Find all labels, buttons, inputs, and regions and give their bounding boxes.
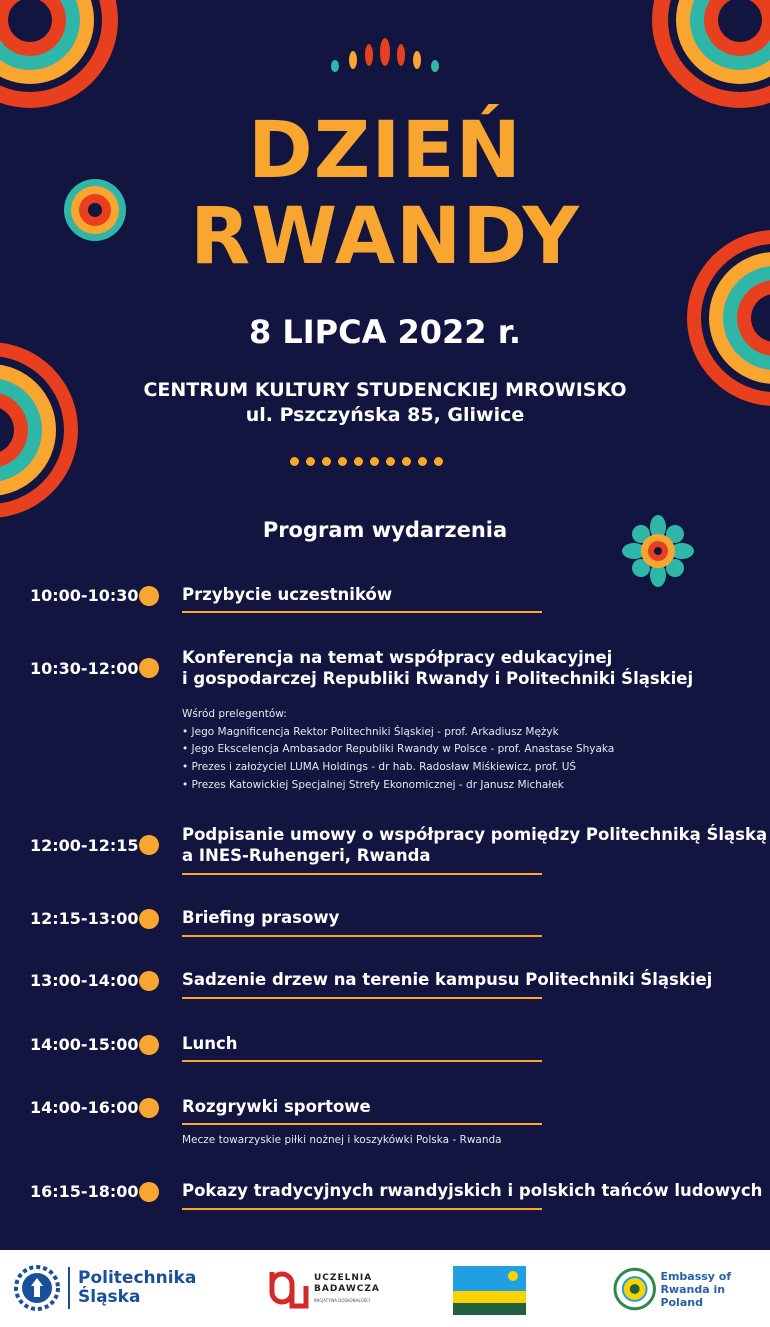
details-line: Wśród prelegentów: [182,708,287,720]
event-date: 8 LIPCA 2022 r. [248,313,522,351]
underline [182,873,542,875]
schedule-time: 14:00-15:00 [30,1035,139,1054]
schedule-title: a INES-Ruhengeri, Rwanda [182,846,431,865]
mandala-top-right-icon [650,0,770,110]
venue-name: CENTRUM KULTURY STUDENCKIEJ MROWISKO [143,379,627,401]
schedule-title: i gospodarczej Republiki Rwandy i Politechniki Śląskiej [182,669,694,688]
politechnika-logo [14,1265,196,1311]
mandala-left-icon [0,340,80,520]
uczelnia-badawcza-logo [266,1268,380,1310]
dots-divider [290,457,443,466]
schedule-title: Lunch [182,1034,238,1053]
mandala-top-left-icon [0,0,120,110]
embassy-logo [613,1267,770,1311]
schedule-time: 12:00-12:15 [30,836,139,855]
bullet-icon [139,1182,159,1202]
politechnika-name-1: Politechnika [78,1268,197,1288]
schedule-title: Sadzenie drzew na terenie kampusu Politechniki Śląskiej [182,970,713,989]
gear-eagle-icon [14,1265,60,1311]
embassy-line-2: Rwanda in Poland [660,1282,726,1309]
details-line: Mecze towarzyskie piłki nożnej i koszykówki Polska - Rwanda [182,1134,502,1146]
schedule-time: 12:15-13:00 [30,909,139,928]
details-line: • Jego Magnificencja Rektor Politechniki Śląskiej - prof. Arkadiusz Mężyk [182,726,559,738]
bullet-icon [139,586,159,606]
ub-mark-icon [266,1268,310,1310]
bullet-icon [139,1098,159,1118]
schedule-title: Konferencja na temat współpracy edukacyjnej [182,648,613,667]
bullet-icon [139,658,159,678]
uczelnia-line-1: UCZELNIA [314,1272,373,1283]
uczelnia-line-2: BADAWCZA [314,1283,380,1294]
schedule-title: Pokazy tradycyjnych rwandyjskich i polskich tańców ludowych [182,1181,763,1200]
underline [182,997,542,999]
underline [182,611,542,613]
venue [0,378,770,428]
schedule-time: 10:30-12:00 [30,659,139,678]
embassy-line-1: Embassy of [660,1269,732,1283]
bullet-icon [139,1035,159,1055]
crown-drops-icon [325,36,445,76]
uczelnia-small: INICJATYWA DOSKONAŁOŚCI [314,1297,371,1303]
rwanda-seal-icon [613,1267,656,1311]
underline [182,935,542,937]
schedule-time: 13:00-14:00 [30,971,139,990]
schedule-title: Rozgrywki sportowe [182,1097,371,1116]
schedule-time: 10:00-10:30 [30,586,139,605]
schedule-title: Briefing prasowy [182,908,340,927]
title-line-2: RWANDY [190,192,580,282]
politechnika-name-2: Śląska [78,1287,141,1307]
footer-logos [0,1250,770,1327]
title-line-1: DZIEŃ [248,106,522,196]
rwanda-flag-icon [453,1266,526,1315]
details-line: • Prezes Katowickiej Specjalnej Strefy Ekonomicznej - dr Janusz Michałek [182,779,564,791]
underline [182,1208,542,1210]
underline [182,1123,542,1125]
details-line: • Prezes i założyciel LUMA Holdings - dr hab. Radosław Miśkiewicz, prof. UŚ [182,761,577,773]
schedule-title: Przybycie uczestników [182,585,393,604]
bullet-icon [139,835,159,855]
schedule-time: 14:00-16:00 [30,1098,139,1117]
program-heading: Program wydarzenia [262,518,508,542]
bullet-icon [139,909,159,929]
schedule-time: 16:15-18:00 [30,1182,139,1201]
schedule-title: Podpisanie umowy o współpracy pomiędzy Politechniką Śląską [182,825,768,844]
underline [182,1060,542,1062]
bullet-icon [139,971,159,991]
details-line: • Jego Ekscelencja Ambasador Republiki Rwandy w Polsce - prof. Anastase Shyaka [182,743,615,755]
venue-address: ul. Pszczyńska 85, Gliwice [245,404,525,426]
